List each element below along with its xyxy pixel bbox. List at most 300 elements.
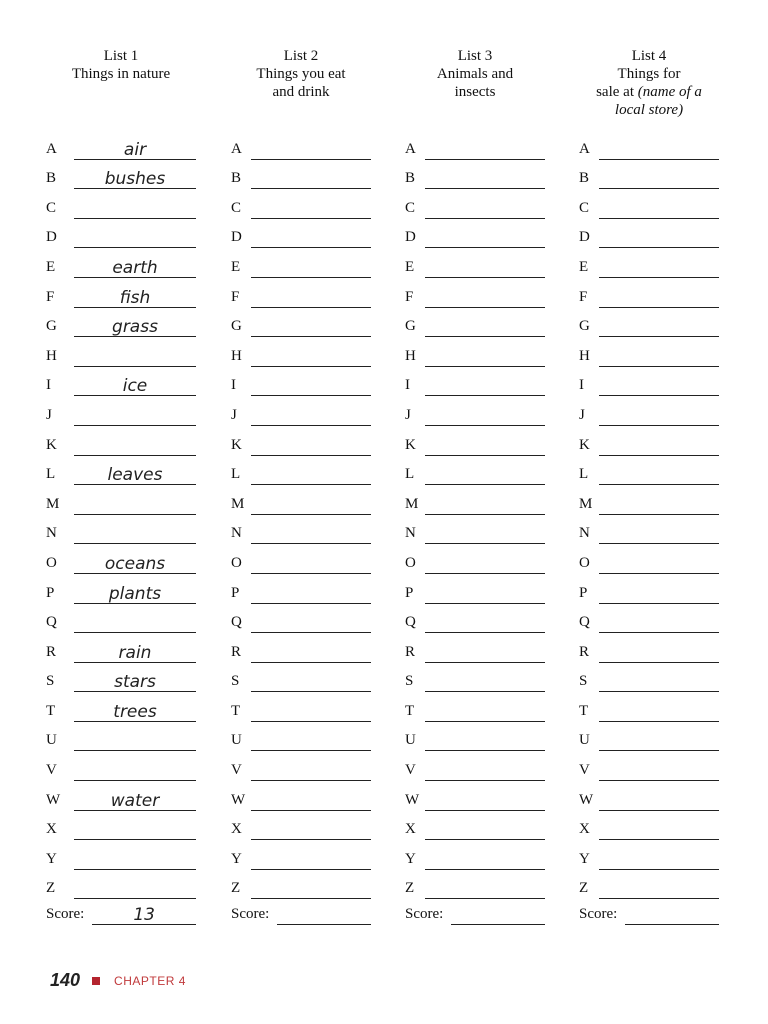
list-row bbox=[46, 278, 196, 308]
row-letter: X bbox=[579, 821, 590, 838]
list-row bbox=[231, 544, 371, 574]
row-letter: M bbox=[46, 495, 60, 512]
row-letter: G bbox=[579, 318, 590, 335]
answer-blank[interactable] bbox=[425, 492, 545, 515]
row-letter: C bbox=[46, 199, 57, 216]
list-4-subtitle-line-3: local store) bbox=[614, 102, 684, 118]
list-row bbox=[579, 308, 719, 338]
list-4-rows bbox=[579, 130, 719, 899]
answer-blank[interactable] bbox=[74, 610, 196, 633]
list-row bbox=[231, 396, 371, 426]
answer-blank[interactable] bbox=[599, 788, 719, 811]
answer-blank[interactable] bbox=[74, 728, 196, 751]
answer-blank[interactable] bbox=[599, 581, 719, 604]
row-letter: E bbox=[579, 258, 589, 275]
list-row bbox=[231, 811, 371, 841]
list-1-rows bbox=[46, 130, 196, 899]
row-letter: L bbox=[405, 466, 415, 483]
answer-blank[interactable] bbox=[425, 581, 545, 604]
list-row bbox=[405, 663, 545, 693]
row-letter: W bbox=[46, 791, 61, 808]
row-letter: S bbox=[231, 673, 240, 690]
row-letter: Z bbox=[46, 880, 56, 897]
list-row bbox=[231, 485, 371, 515]
answer-blank[interactable] bbox=[251, 373, 371, 396]
answer-blank[interactable] bbox=[599, 492, 719, 515]
answer-blank[interactable] bbox=[251, 166, 371, 189]
score-blank[interactable] bbox=[277, 902, 371, 925]
answer-blank[interactable] bbox=[599, 137, 719, 160]
row-letter: C bbox=[579, 199, 590, 216]
row-letter: L bbox=[579, 466, 589, 483]
answer-blank[interactable] bbox=[425, 225, 545, 248]
list-row bbox=[405, 130, 545, 160]
row-letter: F bbox=[579, 288, 588, 305]
row-letter: C bbox=[405, 199, 416, 216]
handwritten-answer: earth bbox=[112, 257, 158, 278]
row-letter: Q bbox=[579, 614, 590, 631]
answer-blank[interactable] bbox=[599, 640, 719, 663]
row-letter: T bbox=[46, 702, 56, 719]
list-row bbox=[405, 692, 545, 722]
list-row bbox=[405, 367, 545, 397]
list-row bbox=[405, 485, 545, 515]
row-letter: X bbox=[231, 821, 242, 838]
list-row bbox=[231, 367, 371, 397]
answer-blank[interactable] bbox=[251, 137, 371, 160]
answer-blank[interactable] bbox=[74, 876, 196, 899]
answer-blank[interactable] bbox=[251, 669, 371, 692]
answer-blank[interactable] bbox=[74, 640, 196, 663]
list-row bbox=[579, 219, 719, 249]
score-label: Score: bbox=[405, 906, 444, 922]
answer-blank[interactable] bbox=[425, 373, 545, 396]
list-row bbox=[405, 840, 545, 870]
answer-blank[interactable] bbox=[425, 669, 545, 692]
answer-blank[interactable] bbox=[74, 551, 196, 574]
answer-blank[interactable] bbox=[425, 758, 545, 781]
handwritten-answer: water bbox=[110, 790, 160, 811]
row-letter: E bbox=[46, 258, 56, 275]
list-row bbox=[405, 574, 545, 604]
row-letter: L bbox=[231, 466, 241, 483]
list-row bbox=[231, 604, 371, 634]
answer-blank[interactable] bbox=[74, 373, 196, 396]
row-letter: N bbox=[231, 525, 242, 542]
answer-blank[interactable] bbox=[599, 462, 719, 485]
list-row bbox=[46, 633, 196, 663]
list-row bbox=[46, 751, 196, 781]
list-row bbox=[579, 160, 719, 190]
row-letter: V bbox=[405, 762, 416, 779]
list-row bbox=[46, 574, 196, 604]
list-row bbox=[579, 633, 719, 663]
list-4-score bbox=[579, 902, 719, 925]
row-letter: E bbox=[405, 258, 415, 275]
list-row bbox=[579, 515, 719, 545]
answer-blank[interactable] bbox=[251, 817, 371, 840]
score-blank[interactable] bbox=[92, 902, 196, 925]
answer-blank[interactable] bbox=[599, 758, 719, 781]
answer-blank[interactable] bbox=[251, 314, 371, 337]
answer-blank[interactable] bbox=[251, 492, 371, 515]
answer-blank[interactable] bbox=[425, 285, 545, 308]
answer-blank[interactable] bbox=[251, 196, 371, 219]
answer-blank[interactable] bbox=[74, 196, 196, 219]
handwritten-answer: bushes bbox=[104, 169, 166, 190]
answer-blank[interactable] bbox=[599, 669, 719, 692]
answer-blank[interactable] bbox=[74, 285, 196, 308]
answer-blank[interactable] bbox=[251, 788, 371, 811]
answer-blank[interactable] bbox=[425, 640, 545, 663]
row-letter: T bbox=[579, 702, 589, 719]
list-1-subtitle: Things in nature bbox=[71, 66, 171, 82]
row-letter: V bbox=[579, 762, 590, 779]
answer-blank[interactable] bbox=[251, 699, 371, 722]
list-row bbox=[46, 337, 196, 367]
answer-blank[interactable] bbox=[251, 462, 371, 485]
answer-blank[interactable] bbox=[74, 137, 196, 160]
row-letter: D bbox=[231, 229, 242, 246]
answer-blank[interactable] bbox=[425, 137, 545, 160]
row-letter: R bbox=[579, 643, 590, 660]
list-4-subtitle-italic: (name of a bbox=[637, 84, 702, 100]
list-row bbox=[46, 248, 196, 278]
row-letter: X bbox=[46, 821, 57, 838]
row-letter: H bbox=[405, 347, 416, 364]
list-row bbox=[405, 219, 545, 249]
list-row bbox=[405, 870, 545, 900]
list-row bbox=[46, 515, 196, 545]
answer-blank[interactable] bbox=[251, 551, 371, 574]
list-row bbox=[405, 308, 545, 338]
answer-blank[interactable] bbox=[599, 196, 719, 219]
list-row bbox=[405, 633, 545, 663]
answer-blank[interactable] bbox=[425, 610, 545, 633]
handwritten-answer: ice bbox=[122, 376, 148, 397]
answer-blank[interactable] bbox=[425, 255, 545, 278]
list-row bbox=[231, 781, 371, 811]
row-letter: N bbox=[405, 525, 416, 542]
answer-blank[interactable] bbox=[251, 225, 371, 248]
answer-blank[interactable] bbox=[599, 521, 719, 544]
row-letter: P bbox=[231, 584, 240, 601]
list-row bbox=[46, 308, 196, 338]
list-row bbox=[579, 485, 719, 515]
list-row bbox=[579, 751, 719, 781]
answer-blank[interactable] bbox=[251, 433, 371, 456]
answer-blank[interactable] bbox=[599, 403, 719, 426]
row-letter: I bbox=[579, 377, 584, 394]
score-label: Score: bbox=[46, 906, 85, 922]
row-letter: F bbox=[46, 288, 55, 305]
row-letter: P bbox=[405, 584, 414, 601]
list-row bbox=[579, 722, 719, 752]
row-letter: Z bbox=[231, 880, 241, 897]
list-row bbox=[579, 840, 719, 870]
answer-blank[interactable] bbox=[425, 521, 545, 544]
answer-blank[interactable] bbox=[251, 521, 371, 544]
answer-blank[interactable] bbox=[599, 699, 719, 722]
answer-blank[interactable] bbox=[251, 876, 371, 899]
answer-blank[interactable] bbox=[251, 344, 371, 367]
list-row bbox=[231, 160, 371, 190]
row-letter: S bbox=[46, 673, 55, 690]
list-1-column bbox=[46, 47, 196, 899]
row-letter: K bbox=[46, 436, 57, 453]
list-row bbox=[231, 278, 371, 308]
square-bullet-icon bbox=[92, 977, 100, 985]
row-letter: B bbox=[579, 170, 590, 187]
list-row bbox=[405, 604, 545, 634]
answer-blank[interactable] bbox=[599, 433, 719, 456]
answer-blank[interactable] bbox=[74, 699, 196, 722]
row-letter: J bbox=[46, 406, 52, 423]
answer-blank[interactable] bbox=[425, 403, 545, 426]
answer-blank[interactable] bbox=[425, 876, 545, 899]
page-footer bbox=[50, 970, 186, 991]
answer-blank[interactable] bbox=[425, 817, 545, 840]
list-row bbox=[46, 722, 196, 752]
answer-blank[interactable] bbox=[425, 699, 545, 722]
row-letter: B bbox=[405, 170, 416, 187]
score-value: 13 bbox=[133, 905, 155, 925]
row-letter: E bbox=[231, 258, 241, 275]
row-letter: J bbox=[405, 406, 411, 423]
list-2-score bbox=[231, 902, 371, 925]
answer-blank[interactable] bbox=[74, 225, 196, 248]
row-letter: J bbox=[579, 406, 585, 423]
list-3-subtitle-line-1: Animals and bbox=[436, 66, 514, 82]
row-letter: Z bbox=[579, 880, 589, 897]
answer-blank[interactable] bbox=[599, 166, 719, 189]
answer-blank[interactable] bbox=[599, 847, 719, 870]
answer-blank[interactable] bbox=[425, 788, 545, 811]
answer-blank[interactable] bbox=[599, 225, 719, 248]
answer-blank[interactable] bbox=[74, 314, 196, 337]
list-row bbox=[405, 337, 545, 367]
row-letter: H bbox=[579, 347, 590, 364]
list-row bbox=[231, 751, 371, 781]
answer-blank[interactable] bbox=[425, 728, 545, 751]
list-row bbox=[579, 811, 719, 841]
answer-blank[interactable] bbox=[74, 847, 196, 870]
list-2-header bbox=[231, 47, 371, 122]
answer-blank[interactable] bbox=[425, 462, 545, 485]
row-letter: P bbox=[579, 584, 588, 601]
row-letter: I bbox=[405, 377, 410, 394]
list-row bbox=[231, 663, 371, 693]
score-label: Score: bbox=[231, 906, 270, 922]
answer-blank[interactable] bbox=[599, 817, 719, 840]
row-letter: R bbox=[405, 643, 416, 660]
row-letter: O bbox=[231, 554, 242, 571]
answer-blank[interactable] bbox=[251, 581, 371, 604]
score-blank[interactable] bbox=[451, 902, 545, 925]
answer-blank[interactable] bbox=[251, 285, 371, 308]
answer-blank[interactable] bbox=[74, 521, 196, 544]
list-1-score bbox=[46, 902, 196, 925]
row-letter: I bbox=[46, 377, 51, 394]
answer-blank[interactable] bbox=[74, 788, 196, 811]
chapter-label: CHAPTER 4 bbox=[114, 973, 186, 988]
answer-blank[interactable] bbox=[74, 166, 196, 189]
row-letter: I bbox=[231, 377, 236, 394]
answer-blank[interactable] bbox=[425, 314, 545, 337]
list-row bbox=[579, 781, 719, 811]
row-letter: R bbox=[231, 643, 242, 660]
list-row bbox=[405, 396, 545, 426]
list-3-score bbox=[405, 902, 545, 925]
answer-blank[interactable] bbox=[74, 403, 196, 426]
row-letter: H bbox=[46, 347, 57, 364]
list-row bbox=[579, 426, 719, 456]
list-row bbox=[46, 160, 196, 190]
row-letter: Y bbox=[405, 850, 416, 867]
list-row bbox=[231, 337, 371, 367]
list-row bbox=[231, 130, 371, 160]
answer-blank[interactable] bbox=[74, 492, 196, 515]
score-label: Score: bbox=[579, 906, 618, 922]
answer-blank[interactable] bbox=[251, 847, 371, 870]
list-row bbox=[231, 219, 371, 249]
page-number: 140 bbox=[50, 970, 81, 990]
answer-blank[interactable] bbox=[251, 728, 371, 751]
answer-blank[interactable] bbox=[251, 758, 371, 781]
row-letter: B bbox=[231, 170, 242, 187]
row-letter: D bbox=[46, 229, 57, 246]
answer-blank[interactable] bbox=[251, 403, 371, 426]
answer-blank[interactable] bbox=[74, 817, 196, 840]
answer-blank[interactable] bbox=[425, 433, 545, 456]
answer-blank[interactable] bbox=[74, 758, 196, 781]
list-row bbox=[405, 426, 545, 456]
handwritten-answer: fish bbox=[119, 287, 151, 308]
list-row bbox=[579, 248, 719, 278]
list-row bbox=[579, 189, 719, 219]
answer-blank[interactable] bbox=[599, 255, 719, 278]
row-letter: J bbox=[231, 406, 237, 423]
row-letter: O bbox=[579, 554, 590, 571]
row-letter: R bbox=[46, 643, 57, 660]
answer-blank[interactable] bbox=[599, 876, 719, 899]
answer-blank[interactable] bbox=[425, 847, 545, 870]
row-letter: Q bbox=[405, 614, 416, 631]
answer-blank[interactable] bbox=[74, 581, 196, 604]
list-row bbox=[231, 308, 371, 338]
row-letter: Z bbox=[405, 880, 415, 897]
list-3-subtitle-line-2: insects bbox=[454, 84, 496, 100]
list-row bbox=[231, 722, 371, 752]
row-letter: W bbox=[231, 791, 246, 808]
answer-blank[interactable] bbox=[425, 166, 545, 189]
answer-blank[interactable] bbox=[599, 285, 719, 308]
answer-blank[interactable] bbox=[74, 462, 196, 485]
list-row bbox=[579, 278, 719, 308]
row-letter: M bbox=[579, 495, 593, 512]
list-row bbox=[405, 751, 545, 781]
answer-blank[interactable] bbox=[425, 551, 545, 574]
answer-blank[interactable] bbox=[599, 314, 719, 337]
list-row bbox=[46, 870, 196, 900]
answer-blank[interactable] bbox=[599, 728, 719, 751]
row-letter: A bbox=[231, 140, 242, 157]
list-row bbox=[405, 722, 545, 752]
row-letter: T bbox=[231, 702, 241, 719]
list-2-subtitle-line-1: Things you eat bbox=[256, 66, 346, 82]
handwritten-answer: stars bbox=[114, 672, 156, 693]
list-3-column bbox=[405, 47, 545, 899]
list-2-title: List 2 bbox=[283, 48, 319, 64]
list-row bbox=[231, 633, 371, 663]
list-row bbox=[231, 515, 371, 545]
list-row bbox=[46, 426, 196, 456]
row-letter: U bbox=[579, 732, 590, 749]
answer-blank[interactable] bbox=[599, 344, 719, 367]
list-row bbox=[46, 219, 196, 249]
answer-blank[interactable] bbox=[251, 610, 371, 633]
answer-blank[interactable] bbox=[425, 196, 545, 219]
list-1-title: List 1 bbox=[103, 48, 139, 64]
row-letter: Y bbox=[46, 850, 57, 867]
list-row bbox=[405, 189, 545, 219]
answer-blank[interactable] bbox=[251, 255, 371, 278]
score-blank[interactable] bbox=[625, 902, 719, 925]
row-letter: M bbox=[231, 495, 245, 512]
answer-blank[interactable] bbox=[74, 344, 196, 367]
list-row bbox=[46, 367, 196, 397]
row-letter: Y bbox=[231, 850, 242, 867]
list-row bbox=[579, 604, 719, 634]
list-2-rows bbox=[231, 130, 371, 899]
row-letter: W bbox=[405, 791, 420, 808]
list-row bbox=[405, 160, 545, 190]
answer-blank[interactable] bbox=[74, 433, 196, 456]
list-row bbox=[579, 544, 719, 574]
row-letter: P bbox=[46, 584, 55, 601]
list-row bbox=[405, 781, 545, 811]
list-row bbox=[46, 485, 196, 515]
list-row bbox=[405, 515, 545, 545]
handwritten-answer: air bbox=[123, 139, 147, 160]
row-letter: F bbox=[405, 288, 414, 305]
list-row bbox=[405, 811, 545, 841]
row-letter: S bbox=[405, 673, 414, 690]
row-letter: H bbox=[231, 347, 242, 364]
list-row bbox=[579, 870, 719, 900]
list-row bbox=[46, 189, 196, 219]
row-letter: U bbox=[46, 732, 57, 749]
answer-blank[interactable] bbox=[599, 551, 719, 574]
row-letter: O bbox=[405, 554, 416, 571]
answer-blank[interactable] bbox=[251, 640, 371, 663]
list-4-column bbox=[579, 47, 719, 899]
answer-blank[interactable] bbox=[74, 255, 196, 278]
row-letter: D bbox=[579, 229, 590, 246]
row-letter: Y bbox=[579, 850, 590, 867]
answer-blank[interactable] bbox=[425, 344, 545, 367]
row-letter: M bbox=[405, 495, 419, 512]
row-letter: A bbox=[579, 140, 590, 157]
list-row bbox=[405, 248, 545, 278]
list-row bbox=[231, 189, 371, 219]
row-letter: T bbox=[405, 702, 415, 719]
answer-blank[interactable] bbox=[74, 669, 196, 692]
answer-blank[interactable] bbox=[599, 610, 719, 633]
list-row bbox=[579, 396, 719, 426]
row-letter: N bbox=[579, 525, 590, 542]
answer-blank[interactable] bbox=[599, 373, 719, 396]
